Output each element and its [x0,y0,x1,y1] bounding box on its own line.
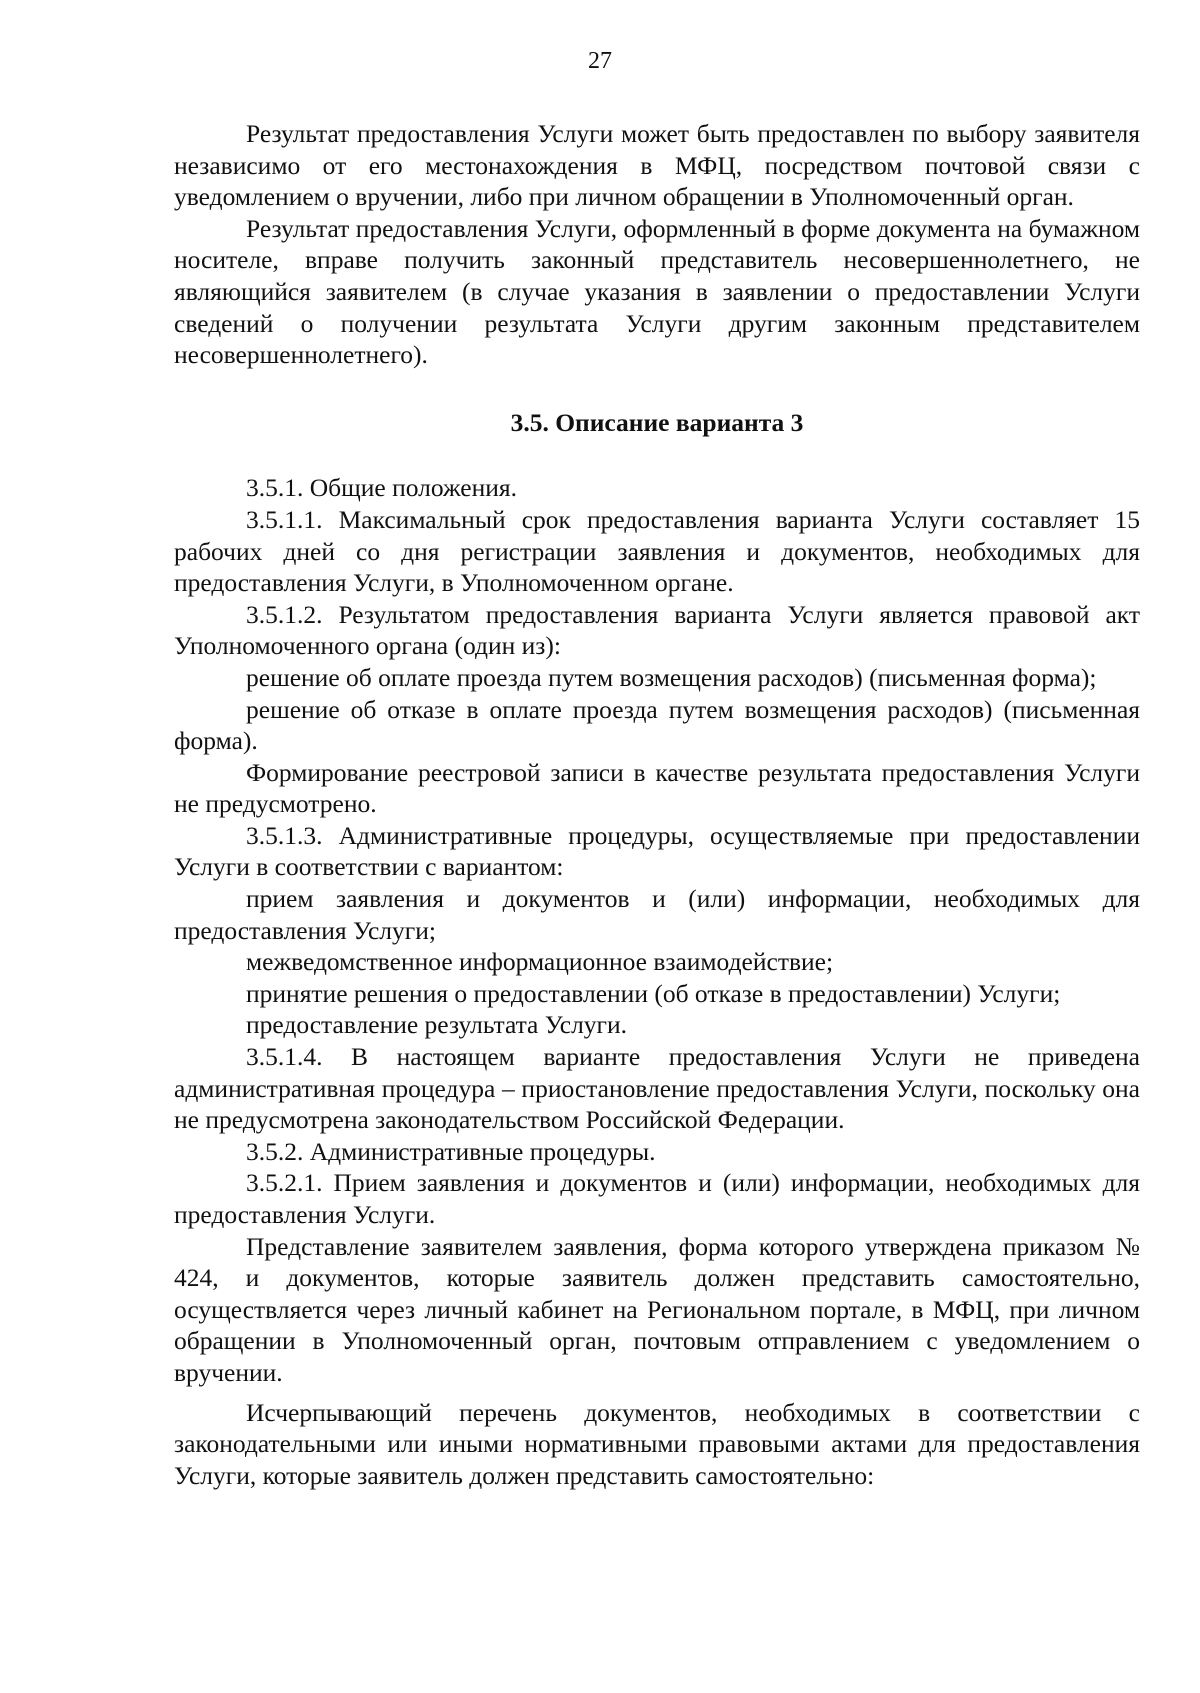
page-number: 27 [588,48,612,74]
paragraph: 3.5.2.1. Прием заявления и документов и (или) информации, необходимых для предоставления Услуги. [174,1168,1140,1229]
section-heading: 3.5. Описание варианта 3 [510,407,804,437]
paragraph: 3.5.1.3. Административные процедуры, осуществляемые при предоставлении Услуги в соответствии с вариантом: [174,820,1140,882]
list-item: предоставление результата Услуги. [246,1010,628,1040]
list-item: решение об отказе в оплате проезда путем возмещения расходов) (письменная форма). [174,694,1140,756]
paragraph: Результат предоставления Услуги, оформленный в форме документа на бумажном носителе, вправе получить законный представитель несовершеннолетнего, не являющийся заявителем (в случае указания в заявлении о предоставлении Услуги сведений о получении результата Услуги другим законным представителем несовершеннолетнего). [174,213,1140,370]
paragraph: Исчерпывающий перечень документов, необходимых в соответствии с законодательными или иными нормативными правовыми актами для предоставления Услуги, которые заявитель должен представить самостоятельно: [174,1397,1140,1490]
paragraph: 3.5.2. Административные процедуры. [246,1136,656,1166]
paragraph: 3.5.1.1. Максимальный срок предоставления варианта Услуги составляет 15 рабочих дней со дня регистрации заявления и документов, необходимых для предоставления Услуги, в Уполномоченном органе. [174,504,1140,598]
list-item: межведомственное информационное взаимодействие; [246,947,834,977]
list-item: принятие решения о предоставлении (об отказе в предоставлении) Услуги; [246,978,1061,1008]
list-item: прием заявления и документов и (или) информации, необходимых для предоставления Услуги; [174,884,1140,945]
paragraph: Представление заявителем заявления, форма которого утверждена приказом № 424, и документов, которые заявитель должен представить самостоятельно, осуществляется через личный кабинет на Региональном портале, в МФЦ, при личном обращении в Уполномоченный орган, почтовым отправлением с уведомлением о вручении. [174,1231,1140,1387]
paragraph: 3.5.1. Общие положения. [246,473,518,503]
document-body [174,118,1140,1491]
paragraph: 3.5.1.2. Результатом предоставления варианта Услуги является правовой акт Уполномоченного органа (один из): [174,599,1140,661]
paragraph: Результат предоставления Услуги может быть предоставлен по выбору заявителя независимо от его местонахождения в МФЦ, посредством почтовой связи с уведомлением о вручении, либо при личном обращении в Уполномоченный орган. [174,119,1140,212]
list-item: решение об оплате проезда путем возмещения расходов) (письменная форма); [246,662,1097,692]
paragraph: Формирование реестровой записи в качестве результата предоставления Услуги не предусмотрено. [174,757,1140,819]
paragraph: 3.5.1.4. В настоящем варианте предоставления Услуги не приведена административная процедура – приостановление предоставления Услуги, поскольку она не предусмотрена законодательством Российской Федерации. [174,1042,1140,1135]
